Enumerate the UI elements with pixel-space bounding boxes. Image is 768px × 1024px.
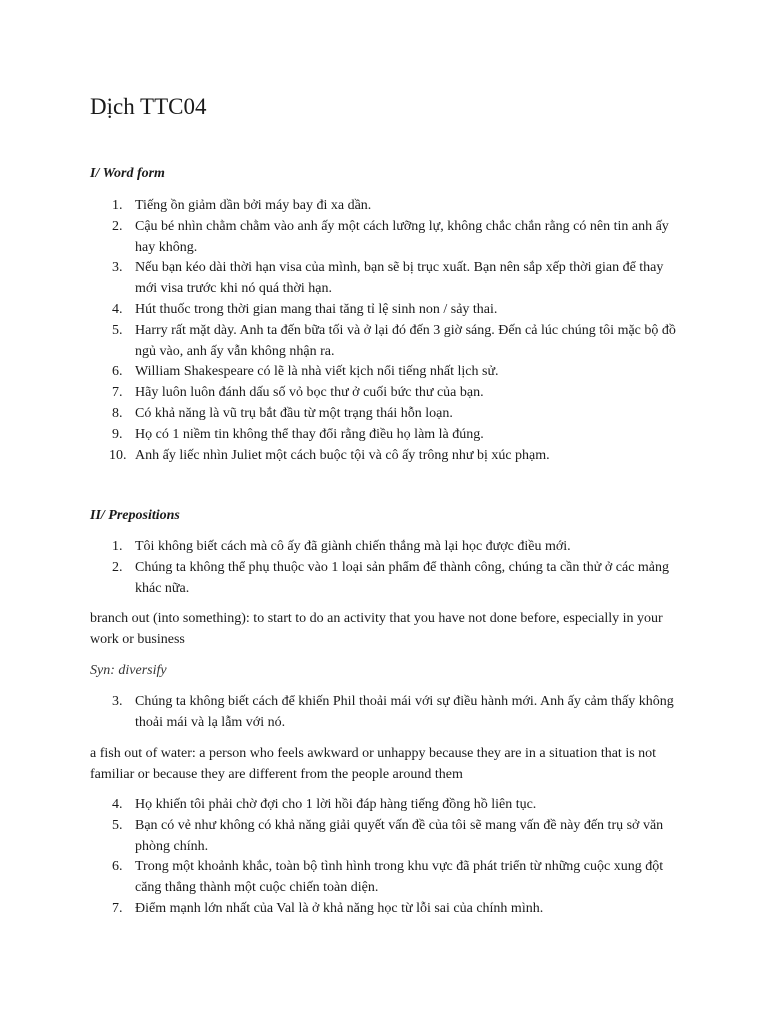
prepositions-list-c [90, 795, 680, 920]
list-item: 5. Bạn có vẻ như không có khả năng giải quyết vấn đề của tôi sẽ mang vấn đề này đến trụ sở văn phòng chính. [112, 817, 664, 854]
section-heading-word-form: I/ Word form [90, 166, 165, 181]
list-item: 2. Chúng ta không thể phụ thuộc vào 1 loại sản phẩm để thành công, chúng ta cần thử ở các mảng khác nữa. [112, 559, 670, 596]
definition-fish-out-of-water: a fish out of water: a person who feels awkward or unhappy because they are in a situation that is not familiar or because they are different from the people around them [90, 746, 657, 782]
list-item: 2. Cậu bé nhìn chằm chằm vào anh ấy một cách lưỡng lự, không chắc chắn rằng có nên tin anh ấy hay không. [112, 218, 669, 255]
list-item: 3. Chúng ta không biết cách để khiến Phil thoải mái với sự điều hành mới. Anh ấy cảm thấy không thoải mái và lạ lẫm với nó. [112, 694, 674, 730]
list-item: 1. Tôi không biết cách mà cô ấy đã giành chiến thắng mà lại học được điều mới. [112, 539, 571, 554]
definition-branch-out: branch out (into something): to start to do an activity that you have not done before, especially in your work or business [90, 611, 663, 647]
list-item: 6. William Shakespeare có lẽ là nhà viết kịch nổi tiếng nhất lịch sử. [112, 364, 499, 380]
word-form-list [90, 196, 680, 466]
list-item: 6. Trong một khoảnh khắc, toàn bộ tình hình trong khu vực đã phát triển từ những cuộc xung đột căng thẳng thành một cuộc chiến toàn diện. [112, 859, 664, 896]
prepositions-list-b [90, 692, 680, 734]
list-item: 7. Điểm mạnh lớn nhất của Val là ở khả năng học từ lỗi sai của chính mình. [112, 900, 544, 916]
list-item: 4. Họ khiến tôi phải chờ đợi cho 1 lời hồi đáp hàng tiếng đồng hồ liên tục. [112, 797, 537, 812]
section-heading-prepositions: II/ Prepositions [90, 508, 180, 523]
list-item: 10. Anh ấy liếc nhìn Juliet một cách buộc tội và cô ấy trông như bị xúc phạm. [109, 447, 550, 463]
list-item: 5. Harry rất mặt dày. Anh ta đến bữa tối và ở lại đó đến 3 giờ sáng. Đến cả lúc chúng tôi mặc bộ đồ ngủ vào, anh ấy vẫn không nhận ra. [112, 322, 676, 359]
list-item: 9. Họ có 1 niềm tin không thể thay đổi rằng điều họ làm là đúng. [112, 426, 484, 442]
list-item: 8. Có khả năng là vũ trụ bắt đầu từ một trạng thái hỗn loạn. [112, 405, 453, 421]
list-item: 4. Hút thuốc trong thời gian mang thai tăng tỉ lệ sinh non / sảy thai. [112, 301, 498, 317]
synonym-note: Syn: diversify [90, 663, 167, 678]
list-item: 7. Hãy luôn luôn đánh dấu số vỏ bọc thư ở cuối bức thư của bạn. [112, 385, 484, 401]
list-item: 3. Nếu bạn kéo dài thời hạn visa của mình, bạn sẽ bị trục xuất. Bạn nên sắp xếp thời gian để thay mới visa trước khi nó quá thời hạn. [112, 260, 664, 297]
prepositions-list-a [90, 537, 680, 599]
document-title: Dịch TTC04 [90, 94, 207, 119]
list-item: 1. Tiếng ồn giảm dần bởi máy bay đi xa dần. [112, 198, 372, 213]
